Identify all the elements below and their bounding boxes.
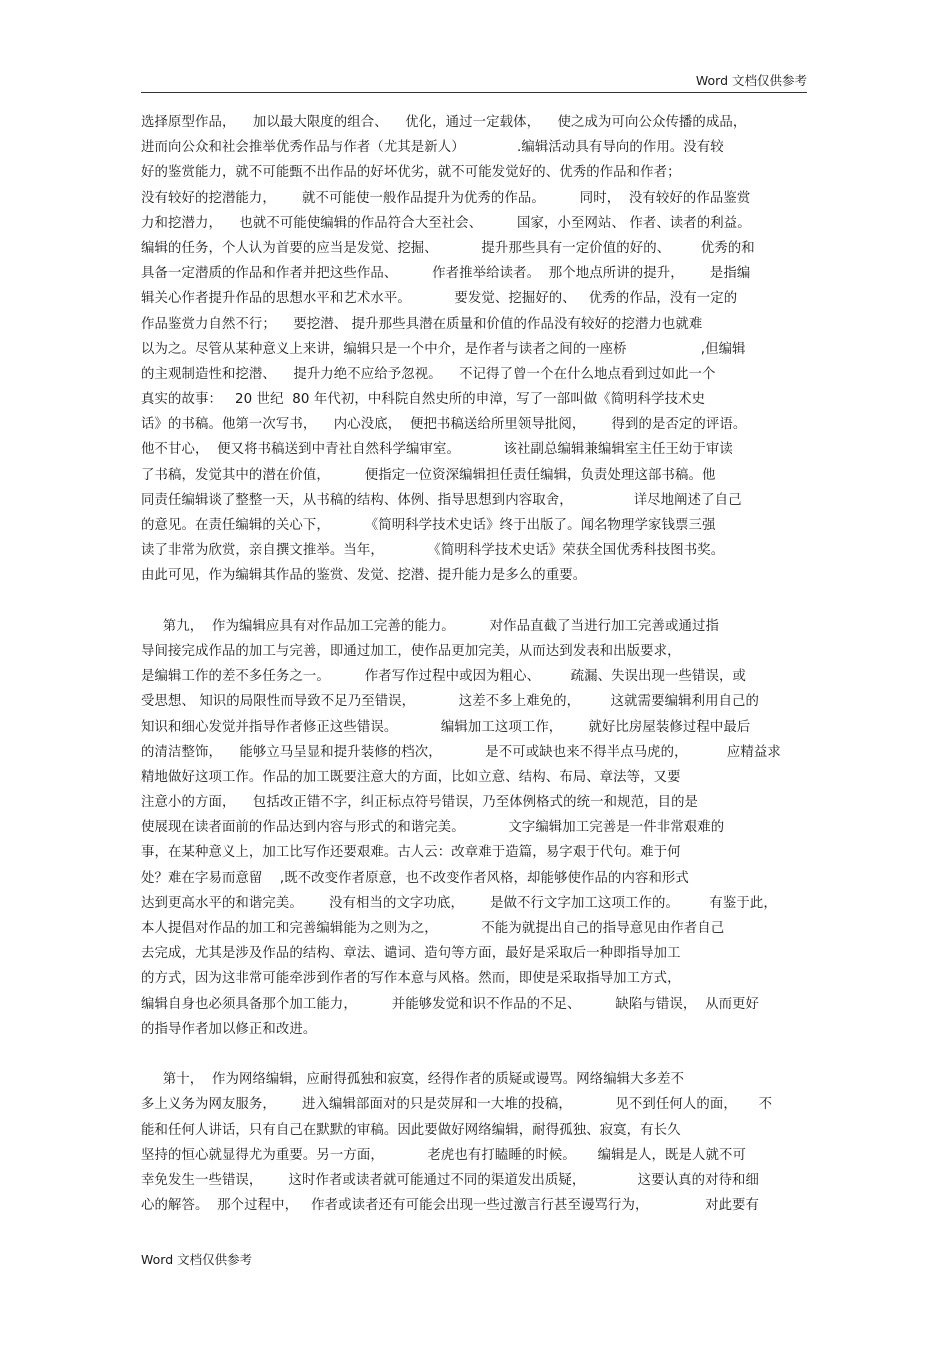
text-line: 以为之。尽管从某种意义上来讲，编辑只是一个中介，是作者与读者之间的一座桥 ,但编辑 [141, 341, 746, 357]
page-footer: Word 文档仅供参考 [141, 1252, 253, 1267]
text-line: 知识和细心发觉并指导作者修正这些错误。 编辑加工这项工作， 就好比房屋装修过程中最后 [141, 719, 751, 735]
document-body [141, 110, 813, 1218]
text-line: 心的解答。 那个过程中， 作者或读者还有可能会出现一些过激言行甚至谩骂行为， 对此要有 [141, 1198, 760, 1214]
text-line: 的指导作者加以修正和改进。 [141, 1021, 317, 1037]
text-line: 使展现在读者面前的作品达到内容与形式的和谐完美。 文字编辑加工完善是一件非常艰难的 [141, 820, 725, 836]
text-line: 的清洁整饰， 能够立马呈显和提升装修的档次， 是不可或缺也来不得半点马虎的， 应精益求 [141, 744, 781, 760]
text-line: 多上义务为网友服务， 进入编辑部面对的只是荧屏和一大堆的投稿， 见不到任何人的面， 不 [141, 1097, 773, 1113]
text-line: 去完成，尤其是涉及作品的结构、章法、谴词、造句等方面，最好是采取后一种即指导加工 [141, 946, 681, 962]
text-line: 好的鉴赏能力，就不可能甄不出作品的好坏优劣，就不可能发觉好的、优秀的作品和作者； [141, 165, 681, 181]
text-line: 没有较好的挖潜能力， 就不可能使一般作品提升为优秀的作品。 同时， 没有较好的作品鉴赏 [141, 190, 751, 206]
text-line: 编辑的任务，个人认为首要的应当是发觉、挖掘、 提升那些具有一定价值的好的、 优秀的和 [141, 240, 755, 256]
text-line: 由此可见，作为编辑其作品的鉴赏、发觉、挖潜、提升能力是多么的重要。 [141, 568, 587, 584]
text-line: 真实的故事： 20 世纪 80 年代初，中科院自然史所的申漳，写了一部叫做《简明科学技术史 [141, 392, 706, 408]
text-line: 幸免发生一些错误， 这时作者或读者就可能通过不同的渠道发出质疑， 这要认真的对待和细 [141, 1172, 760, 1188]
text-line: 同责任编辑谈了整整一天，从书稿的结构、体例、指导思想到内容取舍， 详尽地阐述了自己 [141, 492, 742, 508]
paragraph [141, 614, 813, 1042]
text-line: 话》的书稿。他第一次写书， 内心没底， 便把书稿送给所里领导批阅， 得到的是否定的评语。 [141, 417, 747, 433]
text-line: 进而向公众和社会推举优秀作品与作者（尤其是新人） .编辑活动具有导向的作用。没有较 [141, 140, 724, 156]
header-text: Word 文档仅供参考 [695, 73, 807, 88]
text-line: 坚持的恒心就显得尤为重要。另一方面， 老虎也有打瞌睡的时候。 编辑是人，既是人就不可 [141, 1147, 746, 1163]
text-line: 力和挖潜力， 也就不可能使编辑的作品符合大至社会、 国家，小至网站、 作者、读者的利益。 [141, 215, 751, 231]
text-line: 能和任何人讲话，只有自己在默默的审稿。因此要做好网络编辑，耐得孤独、寂寞，有长久 [141, 1122, 681, 1138]
page-header [141, 66, 807, 93]
text-line: 是编辑工作的差不多任务之一。 作者写作过程中或因为粗心、 疏漏、失误出现一些错误，或 [141, 669, 746, 685]
paragraph [141, 110, 813, 589]
text-line: 导间接完成作品的加工与完善，即通过加工，使作品更加完美，从而达到发表和出版要求， [141, 643, 681, 659]
text-line: 编辑自身也必须具备那个加工能力， 并能够发觉和识不作品的不足、 缺陷与错误， 从而更好 [141, 996, 760, 1012]
text-line: 作品鉴赏力自然不行； 要挖潜、 提升那些具潜在质量和价值的作品没有较好的挖潜力也就难 [141, 316, 703, 332]
text-line: 事，在某种意义上，加工比写作还要艰难。古人云：改章难于造篇，易字艰于代句。难于何 [141, 845, 681, 861]
text-line: 他不甘心， 便又将书稿送到中青社自然科学编审室。 该社副总编辑兼编辑室主任王幼于审读 [141, 442, 733, 458]
text-line: 辑关心作者提升作品的思想水平和艺术水平。 要发觉、挖掘好的、 优秀的作品，没有一定的 [141, 291, 738, 307]
text-line: 精地做好这项工作。作品的加工既要注意大的方面，比如立意、结构、布局、章法等，又要 [141, 769, 681, 785]
text-line: 注意小的方面， 包括改正错不字，纠正标点符号错误，乃至体例格式的统一和规范，目的是 [141, 795, 699, 811]
text-line: 第九， 作为编辑应具有对作品加工完善的能力。 对作品直截了当进行加工完善或通过指 [141, 618, 719, 634]
text-line: 选择原型作品， 加以最大限度的组合、 优化，通过一定载体， 使之成为可向公众传播的成品， [141, 115, 747, 130]
text-line: 的方式，因为这非常可能牵涉到作者的写作本意与风格。然而，即使是采取指导加工方式， [141, 971, 681, 987]
text-line: 的主观制造性和挖潜、 提升力绝不应给予忽视。 不记得了曾一个在什么地点看到过如此一个 [141, 366, 716, 382]
text-line: 受思想、 知识的局限性而导致不足乃至错误， 这差不多上难免的， 这就需要编辑利用自己的 [141, 694, 760, 710]
text-line: 达到更高水平的和谐完美。 没有相当的文字功底， 是做不行文字加工这项工作的。 有鉴于此， [141, 895, 777, 911]
text-line: 第十， 作为网络编辑，应耐得孤独和寂寞，经得作者的质疑或谩骂。网络编辑大多差不 [141, 1072, 685, 1088]
text-line: 的意见。在责任编辑的关心下， 《简明科学技术史话》终于出版了。闻名物理学家钱票三强 [141, 518, 716, 533]
text-line: 处？难在字易而意留 ,既不改变作者原意，也不改变作者风格，却能够使作品的内容和形式 [141, 870, 689, 886]
text-line: 了书稿，发觉其中的潜在价值， 便指定一位资深编辑担任责任编辑，负责处理这部书稿。他 [141, 467, 716, 483]
text-line: 具备一定潜质的作品和作者并把这些作品、 作者推举给读者。 那个地点所讲的提升， 是指编 [141, 266, 751, 282]
paragraph [141, 1067, 813, 1218]
text-line: 本人提倡对作品的加工和完善编辑能为之则为之， 不能为就提出自己的指导意见由作者自己 [141, 921, 725, 936]
text-line: 读了非常为欣赏，亲自撰文推举。当年， 《简明科学技术史话》荣获全国优秀科技图书奖。 [141, 543, 725, 559]
